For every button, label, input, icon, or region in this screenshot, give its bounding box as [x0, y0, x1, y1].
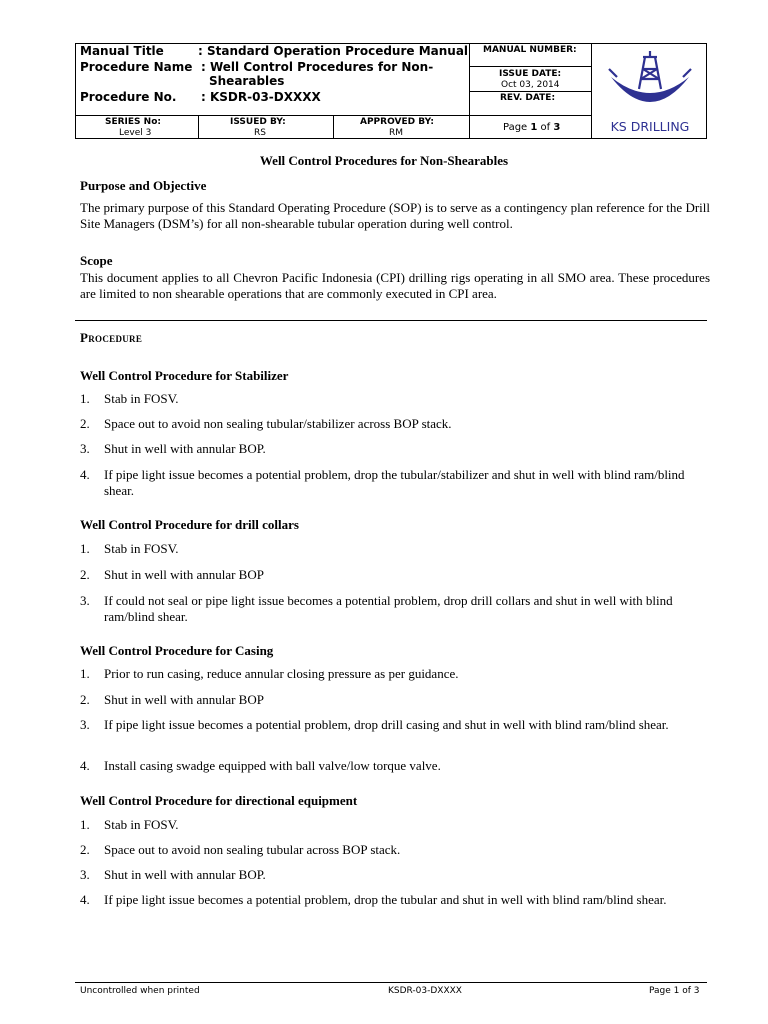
- logo-text: KS DRILLING: [610, 119, 690, 134]
- issue-date-value: Oct 03, 2014: [501, 80, 560, 90]
- section-heading-casing: Well Control Procedure for Casing: [80, 643, 274, 658]
- purpose-heading: Purpose and Objective: [80, 178, 207, 193]
- purpose-text: The primary purpose of this Standard Operating Procedure (SOP) is to serve as a contingency plan reference for the Drill Site Managers (DSM’s) for all non-shearable tubular operation during well control.: [80, 200, 710, 231]
- procedure-name-value: : Well Control Procedures for Non-: [201, 60, 434, 74]
- series-value: Level 3: [119, 128, 152, 138]
- manual-number-label: MANUAL NUMBER:: [483, 45, 577, 55]
- issued-by-value: RS: [254, 128, 266, 138]
- footer-divider: [75, 982, 707, 983]
- document-header: [75, 43, 707, 139]
- section-heading-stabilizer: Well Control Procedure for Stabilizer: [80, 368, 289, 383]
- page-number: Page 1 of 3: [503, 122, 561, 133]
- issued-by-label: ISSUED BY:: [230, 117, 286, 127]
- rev-date-label: REV. DATE:: [500, 93, 556, 103]
- section-heading-drill-collars: Well Control Procedure for drill collars: [80, 517, 299, 532]
- footer-right: Page 1 of 3: [649, 986, 700, 996]
- swoosh-icon: [611, 77, 689, 102]
- procedure-no-label: Procedure No.: [80, 90, 177, 104]
- issue-date-label: ISSUE DATE:: [499, 69, 562, 79]
- approved-by-label: APPROVED BY:: [360, 117, 434, 127]
- approved-by-value: RM: [389, 128, 404, 138]
- ks-drilling-logo: [605, 47, 695, 121]
- procedure-name-label: Procedure Name: [80, 60, 193, 74]
- scope-text: This document applies to all Chevron Pacific Indonesia (CPI) drilling rigs operating in all SMO area. These procedures are limited to non shearable operations that are commonly executed in CPI area.: [80, 270, 710, 301]
- procedure-no-value: : KSDR-03-DXXXX: [201, 90, 321, 104]
- section-divider: [75, 320, 707, 321]
- manual-title-label: Manual Title: [80, 44, 164, 58]
- document-title: Well Control Procedures for Non-Shearables: [259, 153, 509, 168]
- manual-title-value: : Standard Operation Procedure Manual: [198, 44, 469, 58]
- footer-center: KSDR-03-DXXXX: [388, 986, 462, 996]
- page-current: 1: [530, 122, 538, 133]
- section-heading-directional: Well Control Procedure for directional equipment: [80, 793, 358, 808]
- procedure-name-value-cont: Shearables: [209, 74, 285, 88]
- derrick-icon: [639, 51, 661, 89]
- scope-heading: Scope: [80, 253, 113, 268]
- footer-left: Uncontrolled when printed: [80, 986, 200, 996]
- page-total: 3: [553, 122, 561, 133]
- procedure-heading: Procedure: [80, 330, 143, 345]
- series-label: SERIES No:: [105, 117, 161, 127]
